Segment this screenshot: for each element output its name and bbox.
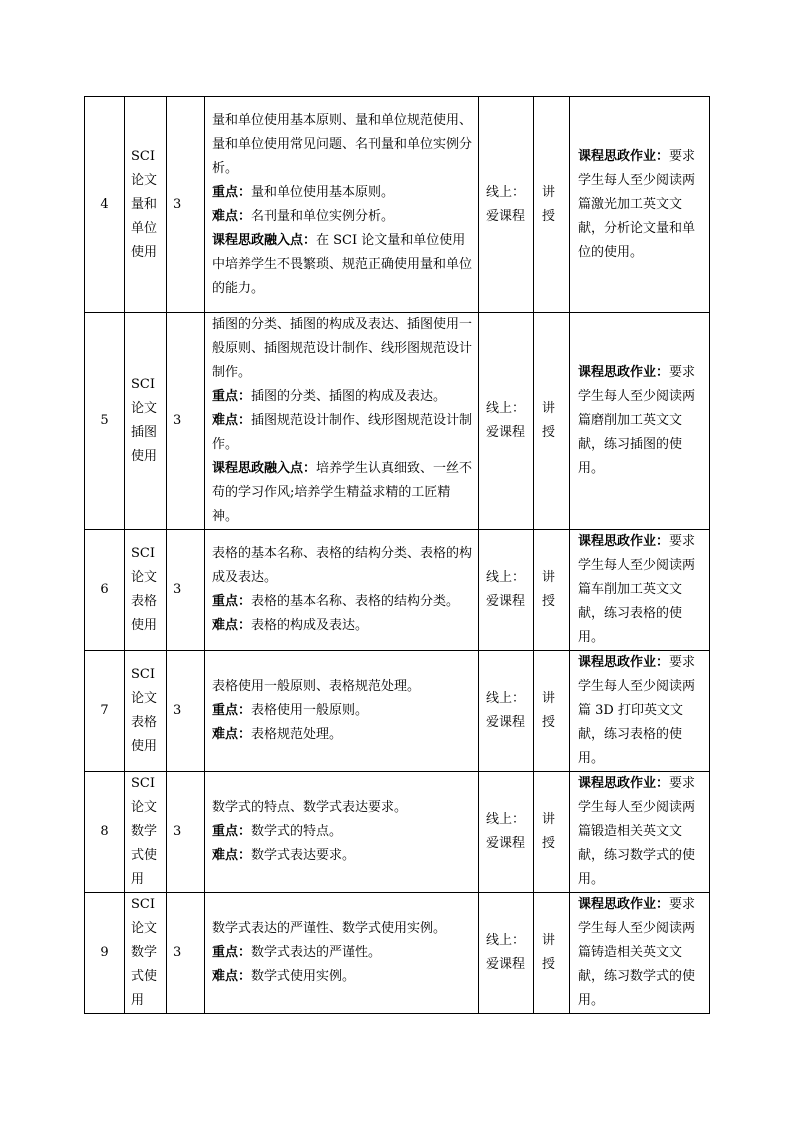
teaching-mode <box>479 530 534 651</box>
topic-line: 使用 <box>131 739 158 754</box>
topic-line: 使用 <box>131 449 158 464</box>
content-summary: 表格使用一般原则、表格规范处理。 <box>212 679 421 694</box>
ideology-homework <box>570 530 710 651</box>
table-row <box>85 651 710 772</box>
content-summary: 数学式的特点、数学式表达要求。 <box>212 800 408 815</box>
topic-line: 使用 <box>131 244 158 260</box>
lesson-content <box>205 97 479 313</box>
lesson-number: 5 <box>85 313 125 530</box>
key-point-text: 量和单位使用基本原则。 <box>251 184 395 200</box>
difficult-point-label: 难点： <box>212 413 252 428</box>
topic-line: 表格 <box>131 594 158 609</box>
difficult-point <box>212 614 473 638</box>
lesson-hours: 3 <box>167 313 205 530</box>
topic-line: SCI <box>131 897 155 912</box>
key-point-label: 重点： <box>212 824 252 839</box>
homework-text: 要求学生每人至少阅读两篇车削加工英文文献，练习表格的使用。 <box>578 534 696 645</box>
topic-line: 论文 <box>131 172 158 188</box>
table-row <box>85 772 710 893</box>
teaching-mode <box>479 893 534 1014</box>
lesson-topic <box>125 893 167 1014</box>
lesson-hours: 3 <box>167 893 205 1014</box>
homework-label: 课程思政作业： <box>578 776 670 791</box>
mode-line: 线上： <box>486 691 526 706</box>
homework-label: 课程思政作业： <box>578 148 670 164</box>
ideology-homework <box>570 772 710 893</box>
teaching-mode <box>479 313 534 530</box>
homework-text: 要求学生每人至少阅读两篇铸造相关英文文献，练习数学式的使用。 <box>578 897 696 1008</box>
teaching-method <box>534 651 570 772</box>
lesson-topic <box>125 97 167 313</box>
ideology-point <box>212 229 473 301</box>
ideology-homework <box>570 893 710 1014</box>
topic-line: 式使 <box>131 969 158 984</box>
key-point <box>212 590 473 614</box>
method-line: 讲 <box>542 812 556 827</box>
content-summary: 表格的基本名称、表格的结构分类、表格的构成及表达。 <box>212 546 473 585</box>
topic-line: 论文 <box>131 691 158 706</box>
mode-line: 线上： <box>486 570 526 585</box>
mode-line: 爱课程 <box>486 836 526 851</box>
topic-line: 数学 <box>131 824 158 839</box>
ideology-point <box>212 457 473 529</box>
lesson-topic <box>125 530 167 651</box>
difficult-point-text: 名刊量和单位实例分析。 <box>251 208 395 224</box>
ideology-point-text: 在 SCI 论文量和单位使用中培养学生不畏繁琐、规范正确使用量和单位的能力。 <box>212 232 473 296</box>
topic-line: 插图 <box>131 425 158 440</box>
key-point-label: 重点： <box>212 184 252 200</box>
lesson-topic <box>125 772 167 893</box>
table-row <box>85 313 710 530</box>
key-point <box>212 181 473 205</box>
method-line: 授 <box>542 957 556 972</box>
lesson-content <box>205 893 479 1014</box>
teaching-mode <box>479 651 534 772</box>
method-line: 授 <box>542 594 556 609</box>
mode-line: 爱课程 <box>486 715 526 730</box>
teaching-mode <box>479 97 534 313</box>
homework-text: 要求学生每人至少阅读两篇磨削加工英文文献，练习插图的使用。 <box>578 365 696 476</box>
lesson-hours: 3 <box>167 530 205 651</box>
method-line: 授 <box>542 836 556 851</box>
table-row <box>85 530 710 651</box>
teaching-method <box>534 97 570 313</box>
method-line: 讲 <box>542 184 556 200</box>
content-summary: 数学式表达的严谨性、数学式使用实例。 <box>212 921 447 936</box>
topic-line: 使用 <box>131 618 158 633</box>
homework-label: 课程思政作业： <box>578 365 670 380</box>
difficult-point-label: 难点： <box>212 618 252 633</box>
mode-line: 线上： <box>486 933 526 948</box>
teaching-method <box>534 772 570 893</box>
key-point <box>212 820 473 844</box>
topic-line: 表格 <box>131 715 158 730</box>
mode-line: 爱课程 <box>486 208 526 224</box>
key-point-text: 数学式的特点。 <box>251 824 343 839</box>
key-point-text: 插图的分类、插图的构成及表达。 <box>251 389 447 404</box>
topic-line: 论文 <box>131 401 158 416</box>
table-row <box>85 893 710 1014</box>
difficult-point <box>212 723 473 747</box>
ideology-homework <box>570 651 710 772</box>
difficult-point-label: 难点： <box>212 208 252 224</box>
difficult-point-text: 数学式使用实例。 <box>251 969 356 984</box>
key-point <box>212 941 473 965</box>
lesson-topic <box>125 313 167 530</box>
homework-label: 课程思政作业： <box>578 534 670 549</box>
content-summary: 量和单位使用基本原则、量和单位规范使用、量和单位使用常见问题、名刊量和单位实例分析。 <box>212 112 473 176</box>
topic-line: 用 <box>131 993 145 1008</box>
topic-line: 论文 <box>131 800 158 815</box>
topic-line: SCI <box>131 148 155 164</box>
key-point-label: 重点： <box>212 703 252 718</box>
method-line: 授 <box>542 208 556 224</box>
mode-line: 线上： <box>486 401 526 416</box>
topic-line: 量和 <box>131 196 158 212</box>
topic-line: 式使 <box>131 848 158 863</box>
key-point <box>212 699 473 723</box>
method-line: 授 <box>542 425 556 440</box>
key-point-label: 重点： <box>212 389 252 404</box>
key-point-label: 重点： <box>212 945 252 960</box>
difficult-point <box>212 409 473 457</box>
content-summary: 插图的分类、插图的构成及表达、插图使用一般原则、插图规范设计制作、线形图规范设计制作。 <box>212 317 473 380</box>
method-line: 讲 <box>542 570 556 585</box>
topic-line: 论文 <box>131 570 158 585</box>
method-line: 授 <box>542 715 556 730</box>
lesson-number: 7 <box>85 651 125 772</box>
lesson-number: 6 <box>85 530 125 651</box>
ideology-homework <box>570 313 710 530</box>
teaching-method <box>534 530 570 651</box>
key-point-text: 数学式表达的严谨性。 <box>251 945 382 960</box>
difficult-point-label: 难点： <box>212 969 252 984</box>
mode-line: 爱课程 <box>486 957 526 972</box>
key-point-label: 重点： <box>212 594 252 609</box>
key-point-text: 表格使用一般原则。 <box>251 703 369 718</box>
lesson-hours: 3 <box>167 651 205 772</box>
homework-text: 要求学生每人至少阅读两篇锻造相关英文文献，练习数学式的使用。 <box>578 776 696 887</box>
lesson-content <box>205 772 479 893</box>
ideology-homework <box>570 97 710 313</box>
homework-text: 要求学生每人至少阅读两篇 3D 打印英文文献，练习表格的使用。 <box>578 655 696 766</box>
key-point-text: 表格的基本名称、表格的结构分类。 <box>251 594 460 609</box>
syllabus-table-body <box>85 97 710 1014</box>
topic-line: SCI <box>131 377 155 392</box>
topic-line: 论文 <box>131 921 158 936</box>
lesson-content <box>205 313 479 530</box>
difficult-point-text: 数学式表达要求。 <box>251 848 356 863</box>
teaching-mode <box>479 772 534 893</box>
difficult-point <box>212 844 473 868</box>
syllabus-table <box>84 96 710 1014</box>
lesson-content <box>205 651 479 772</box>
lesson-hours: 3 <box>167 772 205 893</box>
method-line: 讲 <box>542 691 556 706</box>
topic-line: SCI <box>131 667 155 682</box>
lesson-number: 4 <box>85 97 125 313</box>
mode-line: 爱课程 <box>486 594 526 609</box>
lesson-hours: 3 <box>167 97 205 313</box>
topic-line: 用 <box>131 872 145 887</box>
ideology-point-label: 课程思政融入点： <box>212 461 317 476</box>
ideology-point-label: 课程思政融入点： <box>212 232 317 248</box>
difficult-point-text: 插图规范设计制作、线形图规范设计制作。 <box>212 413 473 452</box>
teaching-method <box>534 313 570 530</box>
mode-line: 爱课程 <box>486 425 526 440</box>
method-line: 讲 <box>542 933 556 948</box>
difficult-point-label: 难点： <box>212 848 252 863</box>
homework-text: 要求学生每人至少阅读两篇激光加工英文文献，分析论文量和单位的使用。 <box>578 148 696 260</box>
lesson-number: 8 <box>85 772 125 893</box>
topic-line: 单位 <box>131 220 158 236</box>
key-point <box>212 385 473 409</box>
table-row <box>85 97 710 313</box>
lesson-number: 9 <box>85 893 125 1014</box>
lesson-content <box>205 530 479 651</box>
homework-label: 课程思政作业： <box>578 897 670 912</box>
topic-line: 数学 <box>131 945 158 960</box>
ideology-point-text: 培养学生认真细致、一丝不苟的学习作风;培养学生精益求精的工匠精神。 <box>212 461 473 524</box>
lesson-topic <box>125 651 167 772</box>
homework-label: 课程思政作业： <box>578 655 670 670</box>
difficult-point <box>212 205 473 229</box>
method-line: 讲 <box>542 401 556 416</box>
difficult-point-label: 难点： <box>212 727 252 742</box>
difficult-point <box>212 965 473 989</box>
topic-line: SCI <box>131 776 155 791</box>
teaching-method <box>534 893 570 1014</box>
topic-line: SCI <box>131 546 155 561</box>
mode-line: 线上： <box>486 812 526 827</box>
mode-line: 线上： <box>486 184 526 200</box>
difficult-point-text: 表格规范处理。 <box>251 727 343 742</box>
difficult-point-text: 表格的构成及表达。 <box>251 618 369 633</box>
